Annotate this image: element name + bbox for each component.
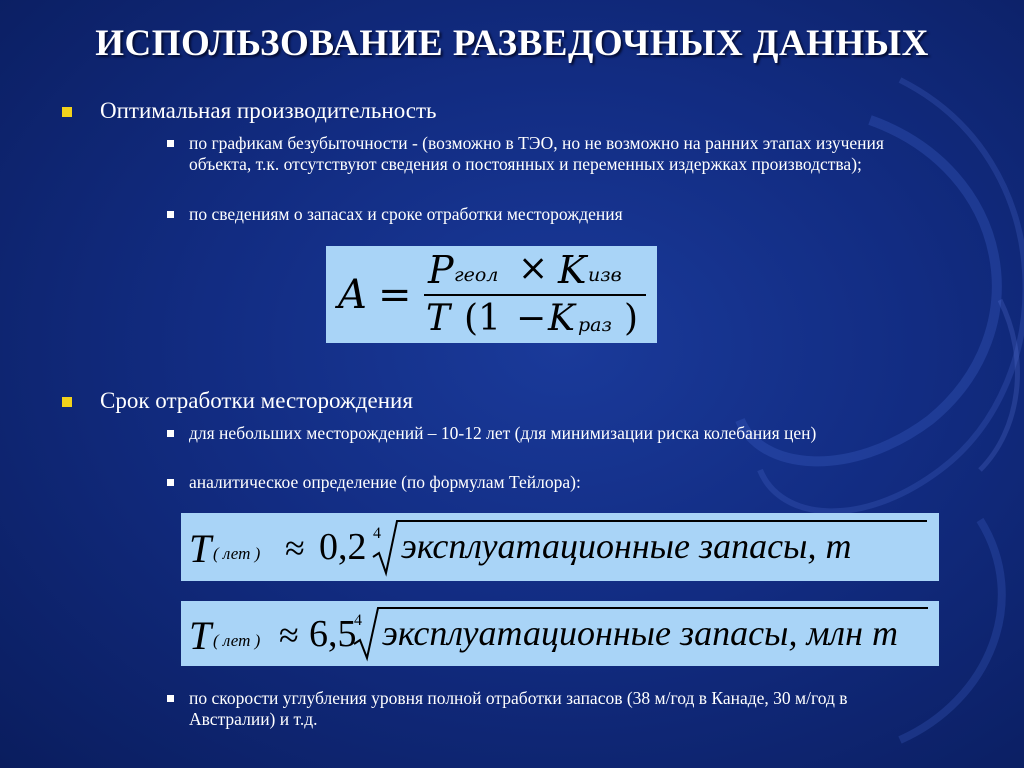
section2-item-text: для небольших месторождений – 10-12 лет (для минимизации риска колебания цен) [189, 423, 817, 443]
formula3-radicand: эксплуатационные запасы, млн т [382, 613, 898, 653]
numerator-sub2: изв [588, 264, 622, 286]
formula2-radicand: эксплуатационные запасы, т [401, 526, 852, 566]
formula-lhs: A [338, 272, 367, 318]
section2-item-text: по скорости углубления уровня полной отработки запасов (38 м/год в Канаде, 30 м/год в Австралии) и т.д. [189, 688, 848, 729]
formula3-coef: 6,5 [309, 613, 357, 655]
formula2-approx: ≈ [285, 528, 305, 568]
white-square-bullet-icon [167, 695, 174, 702]
numerator-sub1: геол [454, 264, 499, 286]
white-square-bullet-icon [167, 479, 174, 486]
formula-equals: = [378, 272, 412, 318]
formula3-var: T [189, 613, 212, 658]
section1-item-text: по сведениям о запасах и сроке отработки месторождения [189, 204, 623, 224]
fraction-bar [424, 294, 646, 296]
denominator-close: ) [624, 298, 639, 339]
section1-item-text: по графикам безубыточности - (возможно в ТЭО, но не возможно на ранних этапах изучения объекта, т.к. отсутствуют сведения о постоянных и переменных издержках производства); [189, 133, 884, 174]
white-square-bullet-icon [167, 430, 174, 437]
formula2-root-index: 4 [373, 525, 381, 542]
formula-productivity [326, 246, 657, 343]
section2-item-text: аналитическое определение (по формулам Тейлора): [189, 472, 581, 492]
formula-taylor-million-tonnes [181, 601, 939, 666]
numerator-times: × [518, 248, 549, 289]
section2-heading: Срок отработки месторождения [100, 388, 413, 413]
section1-heading: Оптимальная производительность [100, 98, 437, 123]
yellow-square-bullet-icon [62, 107, 72, 117]
denominator-var: T [426, 298, 451, 339]
formula2-sub: ( лет ) [213, 544, 261, 563]
formula3-root-index: 4 [354, 612, 362, 629]
yellow-square-bullet-icon [62, 397, 72, 407]
denominator-minus: − [516, 298, 547, 339]
white-square-bullet-icon [167, 140, 174, 147]
denominator-var2: K [548, 298, 575, 339]
formula3-sub: ( лет ) [213, 631, 261, 650]
white-square-bullet-icon [167, 211, 174, 218]
denominator-sub2: раз [578, 314, 612, 336]
formula2-var: T [189, 526, 212, 571]
denominator-open: (1 [464, 298, 501, 339]
formula-taylor-tonnes [181, 513, 939, 581]
numerator-var2: K [558, 248, 587, 292]
formula2-coef: 0,2 [319, 526, 367, 568]
formula3-approx: ≈ [279, 615, 299, 655]
numerator-var1: P [428, 248, 454, 292]
slide-title: ИСПОЛЬЗОВАНИЕ РАЗВЕДОЧНЫХ ДАННЫХ [95, 23, 929, 64]
